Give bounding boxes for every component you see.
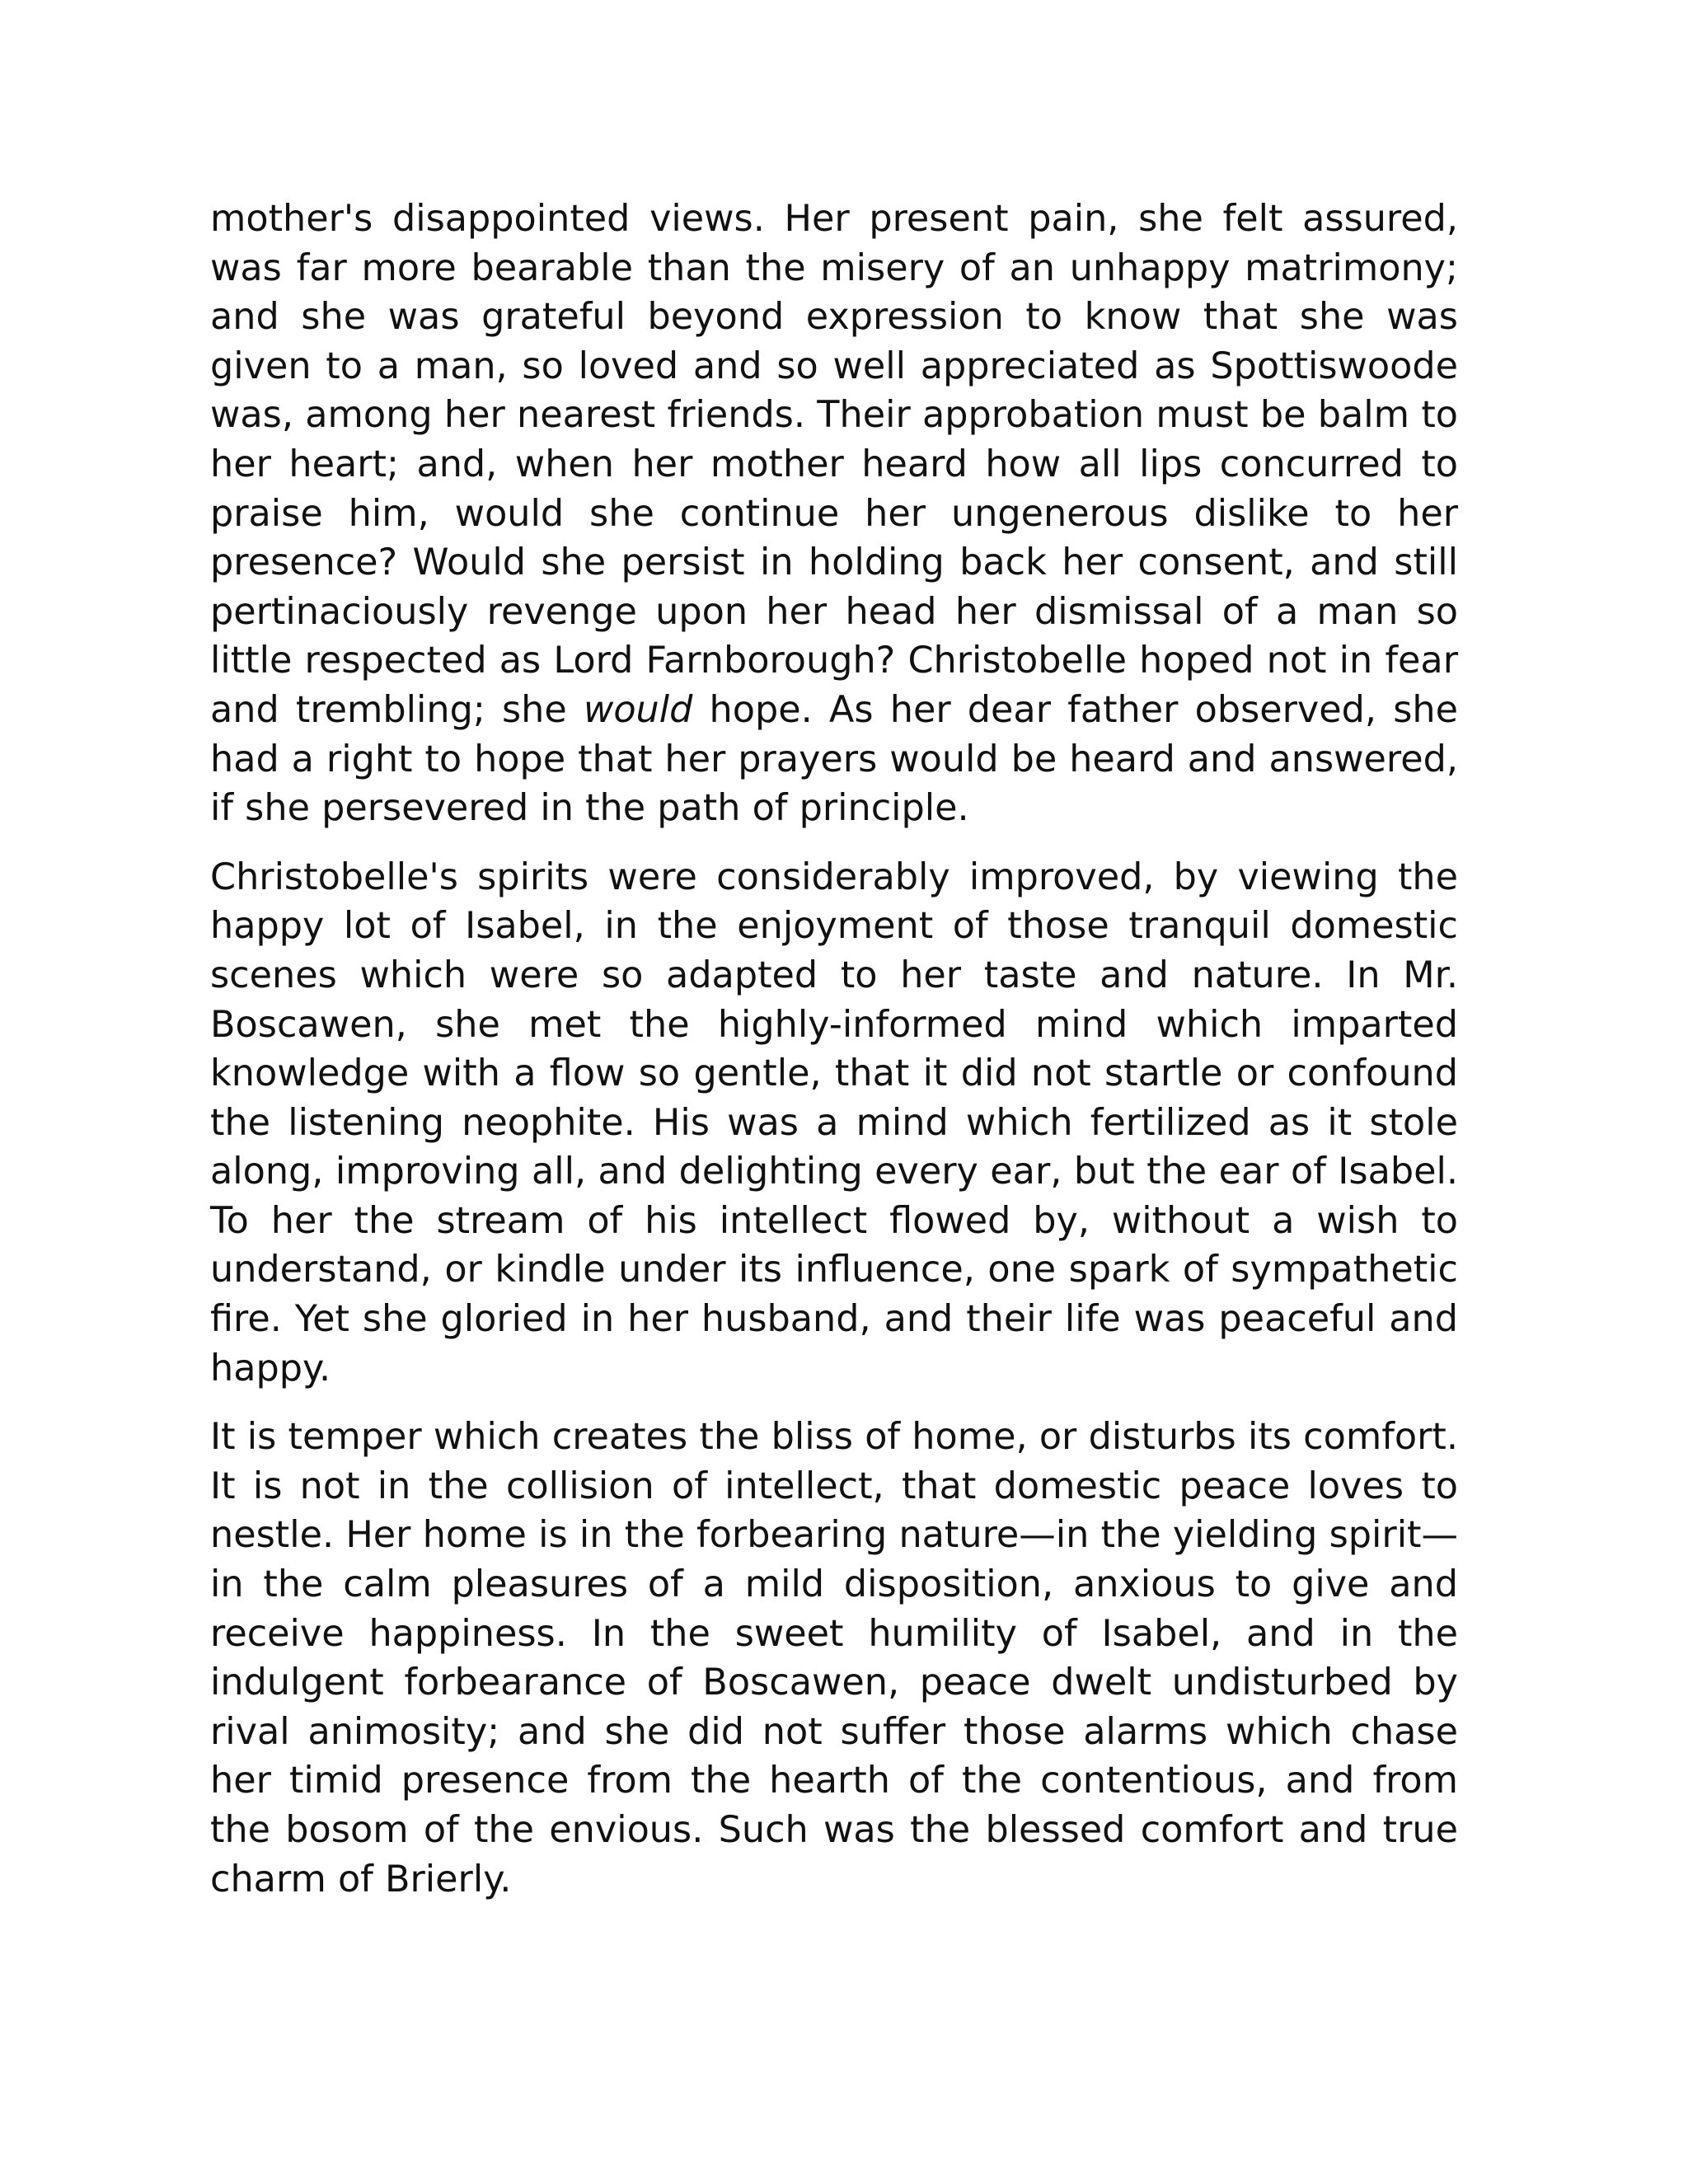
paragraph-1-text-continued: hope. As her dear father observed, she had a right to hope that her prayers would be heard and answered, if she persevered in the path of principle. bbox=[210, 688, 1458, 830]
paragraph-3: It is temper which creates the bliss of home, or disturbs its comfort. It is not in the collision of intellect, that domestic peace loves to nestle. Her home is in the forbearing nature—in the yielding spirit—in the calm pleasures of a mild disposition, anxious to give and receive happiness. In the sweet humility of Isabel, and in the indulgent forbearance of Boscawen, peace dwelt undisturbed by rival animosity; and she did not suffer those alarms which chase her timid presence from the hearth of the contentious, and from the bosom of the envious. Such was the blessed comfort and true charm of Brierly. bbox=[210, 1416, 1458, 1900]
paragraph-1-italic-word: would bbox=[583, 688, 693, 731]
paragraph-2: Christobelle's spirits were considerably improved, by viewing the happy lot of Isabel, in the enjoyment of those tranquil domestic scenes which were so adapted to her taste and nature. In Mr. Boscawen, she met the highly-informed mind which imparted knowledge with a flow so gentle, that it did not startle or confound the listening neophite. His was a mind which fertilized as it stole along, improving all, and delighting every ear, but the ear of Isabel. To her the stream of his intellect flowed by, without a wish to understand, or kindle under its influence, one spark of sympathetic fire. Yet she gloried in her husband, and their life was peaceful and happy. bbox=[210, 855, 1458, 1390]
paragraph-1-text: mother's disappointed views. Her present pain, she felt assured, was far more bearable than the misery of an unhappy matrimony; and she was grateful beyond expression to know that she was given to a man, so loved and so well appreciated as Spottiswoode was, among her nearest friends. Their approbation must be balm to her heart; and, when her mother heard how all lips concurred to praise him, would she continue her ungenerous dislike to her presence? Would she persist in holding back her consent, and still pertinaciously revenge upon her head her dismissal of a man so little respected as Lord Farnborough? Christobelle hoped not in fear and trembling; she bbox=[210, 198, 1458, 731]
paragraph-1 bbox=[210, 194, 1458, 833]
body-text bbox=[210, 194, 1458, 1904]
